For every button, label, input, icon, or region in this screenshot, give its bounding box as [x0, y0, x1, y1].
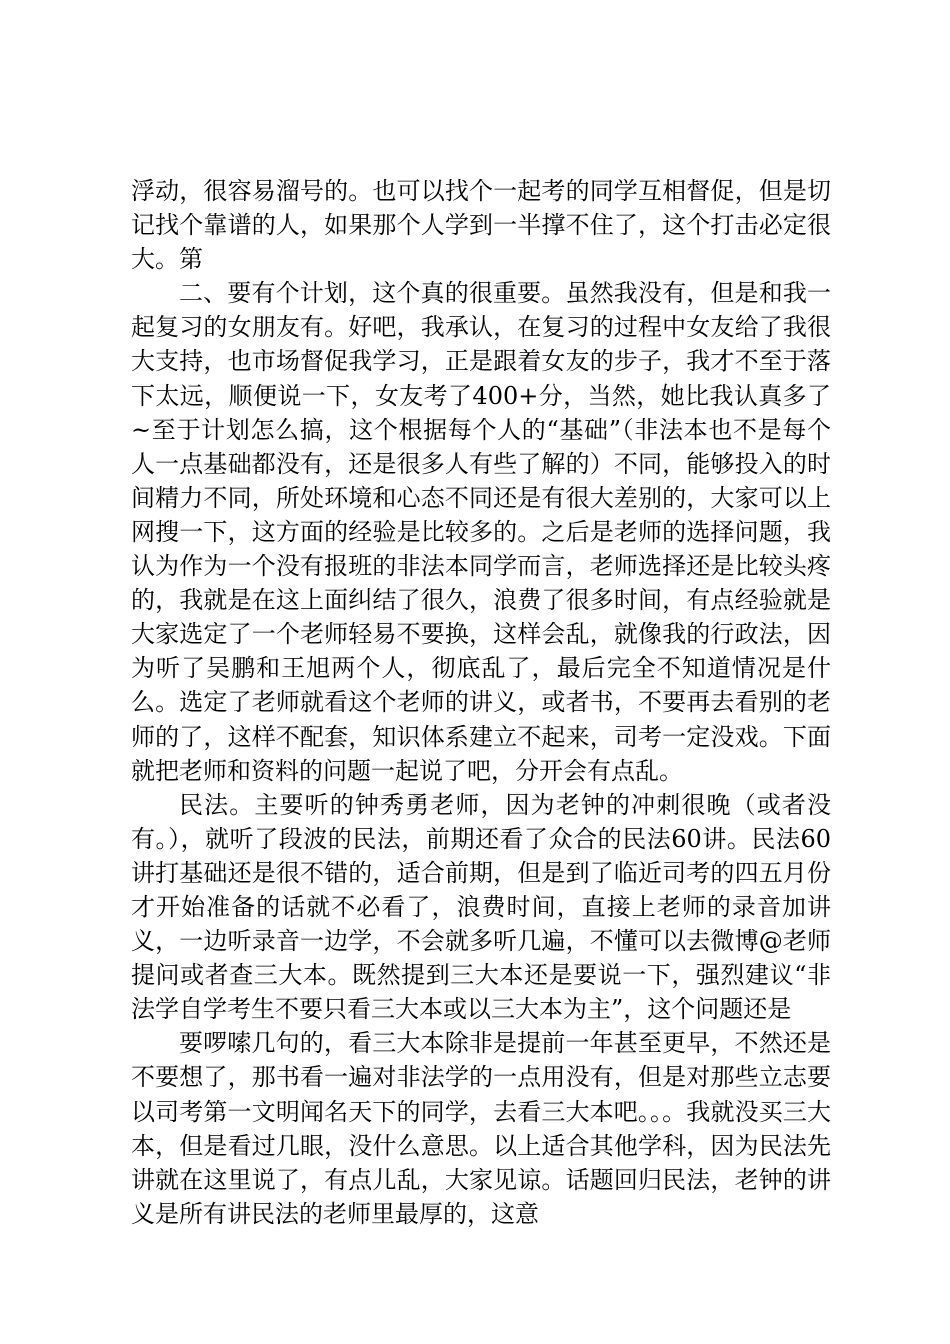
paragraph-three-books: 要啰嗦几句的，看三大本除非是提前一年甚至更早，不然还是不要想了，那书看一遍对非法学的一点用没有，但是对那些立志要以司考第一文明闻名天下的同学，去看三大本吧。。。我就没买三大本，但是看过几眼，没什么意思。以上适合其他学科，因为民法先讲就在这里说了，有点儿乱，大家见谅。话题回归民法，老钟的讲义是所有讲民法的老师里最厚的，这意 — [131, 1029, 831, 1228]
document-body — [131, 174, 831, 1231]
paragraph-plan: 二、要有个计划，这个真的很重要。虽然我没有，但是和我一起复习的女朋友有。好吧，我承认，在复习的过程中女友给了我很大支持，也市场督促我学习，正是跟着女友的步子，我才不至于落下太远，顺便说一下，女友考了400+分，当然，她比我认真多了~至于计划怎么搞，这个根据每个人的“基础”（非法本也不是每个人一点基础都没有，还是很多人有些了解的）不同，能够投入的时间精力不同，所处环境和心态不同还是有很大差别的，大家可以上网搜一下，这方面的经验是比较多的。之后是老师的选择问题，我认为作为一个没有报班的非法本同学而言，老师选择还是比较头疼的，我就是在这上面纠结了很久，浪费了很多时间，有点经验就是大家选定了一个老师轻易不要换，这样会乱，就像我的行政法，因为听了吴鹏和王旭两个人，彻底乱了，最后完全不知道情况是什么。选定了老师就看这个老师的讲义，或者书，不要再去看别的老师的了，这样不配套，知识体系建立不起来，司考一定没戏。下面就把老师和资料的问题一起说了吧，分开会有点乱。 — [131, 279, 831, 785]
paragraph-civil-law: 民法。主要听的钟秀勇老师，因为老钟的冲刺很晚（或者没有。），就听了段波的民法，前期还看了众合的民法60讲。民法60讲打基础还是很不错的，适合前期，但是到了临近司考的四五月份才开始准备的话就不必看了，浪费时间，直接上老师的录音加讲义，一边听录音一边学，不会就多听几遍，不懂可以去微博@老师提问或者查三大本。既然提到三大本还是要说一下，强烈建议“非法学自学考生不要只看三大本或以三大本为主”，这个问题还是 — [131, 790, 831, 1024]
paragraph-continued: 浮动，很容易溜号的。也可以找个一起考的同学互相督促，但是切记找个靠谱的人，如果那个人学到一半撑不住了，这个打击必定很大。第 — [131, 177, 831, 274]
